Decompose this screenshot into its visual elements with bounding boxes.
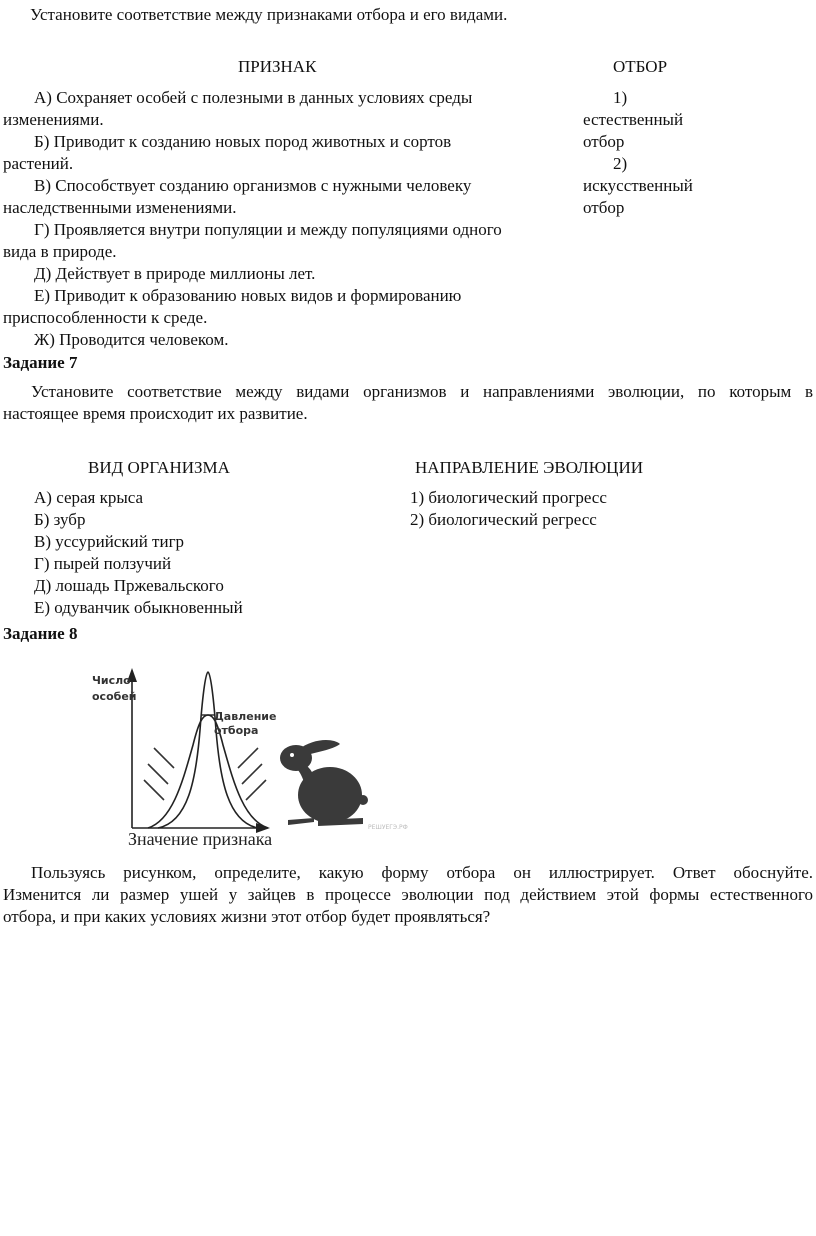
selection-line: искусственный xyxy=(583,176,693,195)
task7-header-direction: НАПРАВЛЕНИЕ ЭВОЛЮЦИИ xyxy=(415,458,644,477)
task8-question-line1: Пользуясь рисунком, определите, какую форму отбора он иллюстрирует. Ответ обоснуйте. xyxy=(31,863,813,882)
x-axis-label: Значение признака xyxy=(128,829,273,849)
feature-line: изменениями. xyxy=(3,110,104,129)
selection-line: отбор xyxy=(583,198,625,217)
y-axis-label-1: Число xyxy=(92,674,131,687)
feature-line: Г) Проявляется внутри популяции и между популяциями одного xyxy=(34,220,502,239)
feature-line: Е) Приводит к образованию новых видов и формированию xyxy=(34,286,462,305)
task8-question-line3: отбора, и при каких условиях жизни этот отбор будет проявляться? xyxy=(3,907,491,926)
feature-line: приспособленности к среде. xyxy=(3,308,208,327)
task7-title: Задание 7 xyxy=(3,353,78,372)
feature-line: наследственными изменениями. xyxy=(3,198,237,217)
watermark: РЕШУЕГЭ.РФ xyxy=(368,824,408,831)
selection-line: отбор xyxy=(583,132,625,151)
selection-line: естественный xyxy=(583,110,684,129)
organism-item: В) уссурийский тигр xyxy=(34,532,185,551)
task8-question-line2: Изменится ли размер ушей у зайцев в процессе эволюции под действием этой формы естественного xyxy=(3,885,813,904)
feature-line: Ж) Проводится человеком. xyxy=(34,330,229,349)
task6-header-selection: ОТБОР xyxy=(613,57,668,76)
organism-item: Г) пырей ползучий xyxy=(34,554,172,573)
feature-line: вида в природе. xyxy=(3,242,117,261)
organism-item: А) серая крыса xyxy=(34,488,144,507)
feature-line: Д) Действует в природе миллионы лет. xyxy=(34,264,316,283)
selection-line: 1) xyxy=(613,88,628,107)
task6-intro: Установите соответствие между признаками отбора и его видами. xyxy=(30,5,508,24)
y-axis-label-2: особей xyxy=(92,690,137,703)
organism-item: Д) лошадь Пржевальского xyxy=(34,576,224,595)
task7-header-organism: ВИД ОРГАНИЗМА xyxy=(88,458,230,477)
selection-line: 2) xyxy=(613,154,628,173)
feature-line: Б) Приводит к созданию новых пород животных и сортов xyxy=(34,132,452,151)
organism-item: Е) одуванчик обыкновенный xyxy=(34,598,243,617)
feature-line: растений. xyxy=(3,154,74,173)
feature-line: В) Способствует созданию организмов с нужными человеку xyxy=(34,176,472,195)
direction-item: 2) биологический регресс xyxy=(410,510,597,529)
organism-item: Б) зубр xyxy=(34,510,86,529)
task7-intro-line2: настоящее время происходит их развитие. xyxy=(3,404,308,423)
direction-item: 1) биологический прогресс xyxy=(410,488,607,507)
task8-title: Задание 8 xyxy=(3,624,78,643)
task6-header-feature: ПРИЗНАК xyxy=(238,57,317,76)
task7-intro-line1: Установите соответствие между видами организмов и направлениями эволюции, по которым в xyxy=(31,382,813,401)
pressure-label-2: отбора xyxy=(214,724,259,737)
feature-line: А) Сохраняет особей с полезными в данных условиях среды xyxy=(34,88,473,107)
pressure-label-1: Давление xyxy=(214,710,277,723)
stabilizing-selection-figure xyxy=(92,660,408,850)
